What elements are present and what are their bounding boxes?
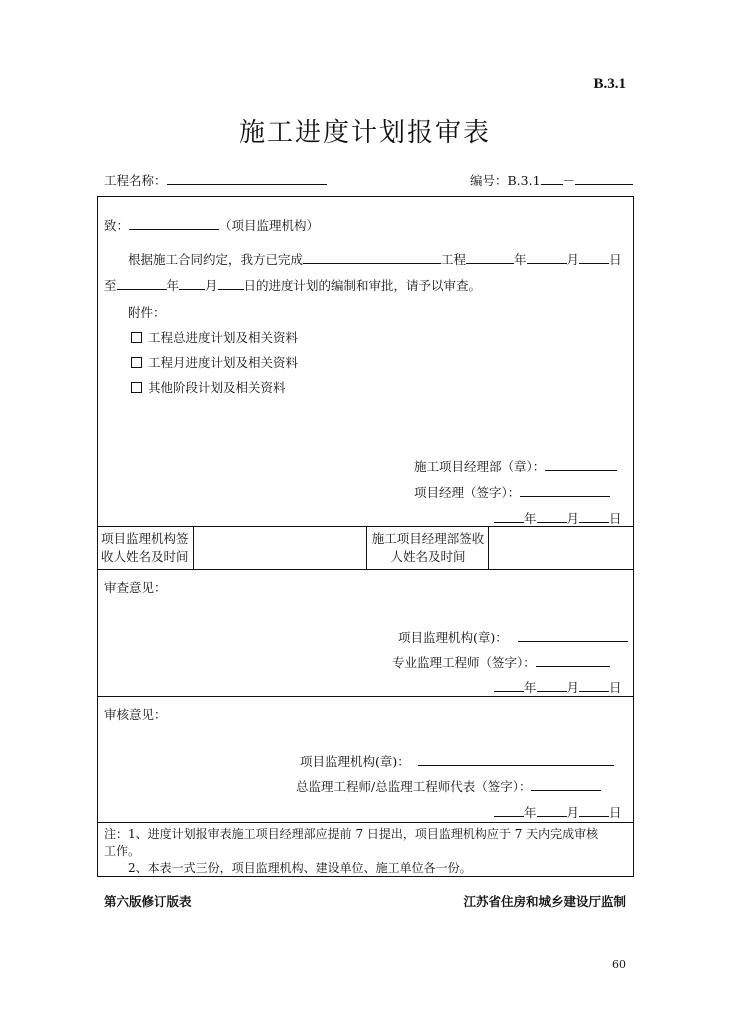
- approval-sign-row: [296, 777, 601, 795]
- label-line: 收人姓名及时间: [101, 549, 189, 564]
- review-sign-field[interactable]: [536, 653, 610, 667]
- attachment-item[interactable]: [131, 328, 298, 346]
- year-label: 年: [524, 511, 537, 526]
- label-line: 施工项目经理部签收: [371, 531, 485, 546]
- project-name-label: 工程名称：: [104, 173, 167, 188]
- number-dash: －: [562, 173, 576, 188]
- end-month-field[interactable]: [179, 276, 205, 290]
- number-label: 编号：B.3.1: [470, 173, 541, 188]
- date-year-field[interactable]: [494, 678, 524, 692]
- checkbox-icon[interactable]: [131, 357, 142, 368]
- request-line-2: [104, 276, 481, 294]
- note-line: 工作。: [104, 844, 141, 858]
- checkbox-icon[interactable]: [131, 332, 142, 343]
- work-name-field[interactable]: [303, 250, 441, 264]
- date-day-field[interactable]: [579, 678, 609, 692]
- review-sign-row: [392, 653, 610, 671]
- date-month-field[interactable]: [537, 803, 567, 817]
- contractor-seal-row: [414, 457, 617, 475]
- footer-left: 第六版修订版表: [104, 894, 192, 909]
- day-label: 日: [609, 511, 622, 526]
- year-label: 年: [524, 805, 537, 820]
- year-label: 年: [514, 252, 527, 267]
- divider: [97, 569, 634, 570]
- divider: [366, 526, 367, 569]
- end-day-field[interactable]: [218, 276, 244, 290]
- to-row: [104, 216, 319, 234]
- request-line-1: [128, 250, 622, 268]
- table-top-border: [97, 196, 634, 197]
- month-label: 月: [566, 252, 580, 267]
- approval-sign-field[interactable]: [531, 777, 601, 791]
- review-label: 审查意见：: [104, 580, 167, 595]
- attachment-item[interactable]: [131, 378, 286, 396]
- attachment-label: 工程总进度计划及相关资料: [148, 330, 299, 345]
- note-line: 2、本表一式三份，项目监理机构、建设单位、施工单位各一份。: [128, 861, 472, 875]
- year-label: 年: [524, 680, 537, 695]
- date-year-field[interactable]: [494, 803, 524, 817]
- line1-text-b: 工程: [441, 252, 467, 267]
- attachment-item[interactable]: [131, 353, 298, 371]
- day-label: 日: [609, 680, 622, 695]
- date-month-field[interactable]: [537, 509, 567, 523]
- attachments-label: 附件：: [128, 305, 166, 320]
- month-label: 月: [566, 680, 580, 695]
- approval-sign-label: 总监理工程师/总监理工程师代表（签字）：: [296, 779, 532, 794]
- number-field-a[interactable]: [541, 171, 563, 185]
- table-bottom-border: [97, 876, 634, 877]
- date-day-field[interactable]: [579, 509, 609, 523]
- label-line: 人姓名及时间: [390, 549, 466, 564]
- divider: [97, 822, 634, 823]
- date-row: [494, 678, 622, 696]
- to-suffix: （项目监理机构）: [219, 218, 320, 233]
- day-label: 日: [609, 252, 622, 267]
- divider: [193, 526, 194, 569]
- manager-sign-row: [414, 483, 610, 501]
- line2-text-b: 日的进度计划的编制和审批，请予以审查。: [243, 278, 482, 293]
- month-label: 月: [205, 278, 218, 293]
- review-sign-label: 专业监理工程师（签字）：: [392, 655, 536, 670]
- footer-right: 江苏省住房和城乡建设厅监制: [463, 894, 626, 909]
- review-seal-label: 项目监理机构(章)：: [398, 630, 508, 645]
- start-month-field[interactable]: [527, 250, 567, 264]
- contractor-receipt-label: [368, 530, 488, 566]
- end-year-field[interactable]: [117, 276, 167, 290]
- divider: [97, 696, 634, 697]
- attachment-label: 其他阶段计划及相关资料: [148, 380, 286, 395]
- date-row: [494, 509, 622, 527]
- note-line: 注：1、进度计划报审表施工项目经理部应提前 7 日提出，项目监理机构应于 7 天内完成审核: [104, 827, 599, 841]
- approval-seal-row: [300, 752, 614, 770]
- approval-label: 审核意见：: [104, 707, 167, 722]
- divider: [488, 526, 489, 569]
- number-field-b[interactable]: [575, 171, 633, 185]
- month-label: 月: [566, 511, 580, 526]
- label-line: 项目监理机构签: [101, 531, 189, 546]
- month-label: 月: [566, 805, 580, 820]
- page-number: 60: [612, 958, 626, 971]
- contractor-seal-label: 施工项目经理部（章）：: [414, 459, 546, 474]
- form-title: 施工进度计划报审表: [238, 118, 491, 148]
- date-month-field[interactable]: [537, 678, 567, 692]
- line1-text-a: 根据施工合同约定，我方已完成: [128, 252, 304, 267]
- project-name-row: [104, 171, 327, 189]
- date-year-field[interactable]: [494, 509, 524, 523]
- date-day-field[interactable]: [579, 803, 609, 817]
- manager-sign-label: 项目经理（签字）：: [414, 485, 521, 500]
- to-label: 致：: [104, 218, 130, 233]
- review-seal-field[interactable]: [518, 628, 628, 642]
- line2-text-a: 至: [104, 278, 117, 293]
- day-label: 日: [609, 805, 622, 820]
- year-label: 年: [166, 278, 180, 293]
- contractor-seal-field[interactable]: [545, 457, 617, 471]
- form-code: B.3.1: [593, 76, 626, 92]
- to-field[interactable]: [129, 216, 219, 230]
- date-row: [494, 803, 622, 821]
- number-row: [470, 171, 633, 189]
- attachment-label: 工程月进度计划及相关资料: [148, 355, 299, 370]
- start-year-field[interactable]: [466, 250, 514, 264]
- project-name-field[interactable]: [167, 171, 327, 185]
- review-seal-row: [398, 628, 628, 646]
- checkbox-icon[interactable]: [131, 382, 142, 393]
- approval-seal-field[interactable]: [418, 752, 614, 766]
- manager-sign-field[interactable]: [520, 483, 610, 497]
- approval-seal-label: 项目监理机构(章)：: [300, 754, 410, 769]
- supervisor-receipt-label: [101, 530, 189, 566]
- start-day-field[interactable]: [579, 250, 609, 264]
